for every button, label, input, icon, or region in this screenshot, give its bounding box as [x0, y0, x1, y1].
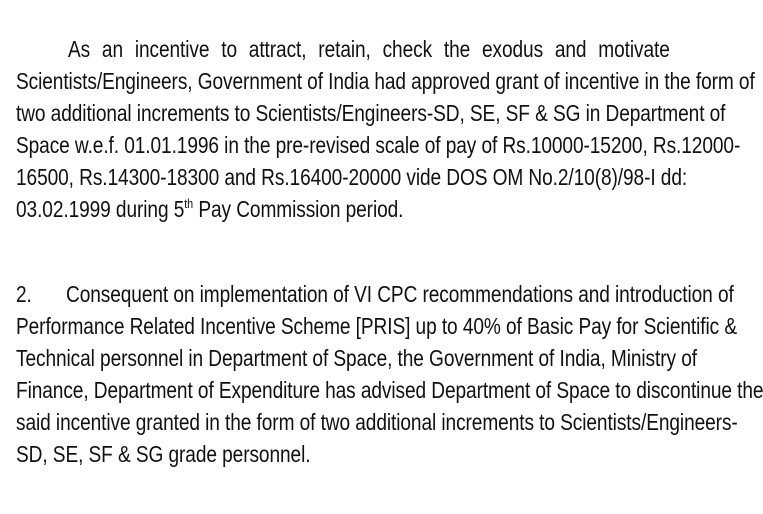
paragraph-1-line-6-suffix: Pay Commission period. — [193, 196, 404, 222]
paragraph-2-line-4: Finance, Department of Expenditure has advised Department of Space to discontinue the — [16, 377, 763, 403]
paragraph-1-line-6 — [16, 194, 670, 224]
paragraph-1-line-1: As an incentive to attract, retain, check the exodus and motivate — [68, 36, 670, 62]
paragraph-1-line-3: two additional increments to Scientists/Engineers-SD, SE, SF & SG in Department of — [16, 100, 726, 126]
paragraph-2-number: 2. — [16, 281, 32, 307]
paragraph-1-line-2: Scientists/Engineers, Government of India had approved grant of incentive in the form of — [16, 68, 755, 94]
ordinal-suffix: th — [184, 196, 194, 211]
paragraph-1-line-6-prefix: 03.02.1999 during 5 — [16, 196, 185, 222]
paragraph-1-line-5: 16500, Rs.14300-18300 and Rs.16400-20000 vide DOS OM No.2/10(8)/98-I dd: — [16, 164, 688, 190]
paragraph-2-line-6: SD, SE, SF & SG grade personnel. — [16, 441, 311, 467]
paragraph-2-line-1: Consequent on implementation of VI CPC recommendations and introduction of — [66, 281, 734, 307]
paragraph-2-line-2: Performance Related Incentive Scheme [PRIS] up to 40% of Basic Pay for Scientific & — [16, 313, 738, 339]
paragraph-2-line-5: said incentive granted in the form of two additional increments to Scientists/Engineers- — [16, 409, 738, 435]
paragraph-1-line-4: Space w.e.f. 01.01.1996 in the pre-revised scale of pay of Rs.10000-15200, Rs.12000- — [16, 132, 741, 158]
paragraph-2-line-3: Technical personnel in Department of Space, the Government of India, Ministry of — [16, 345, 697, 371]
